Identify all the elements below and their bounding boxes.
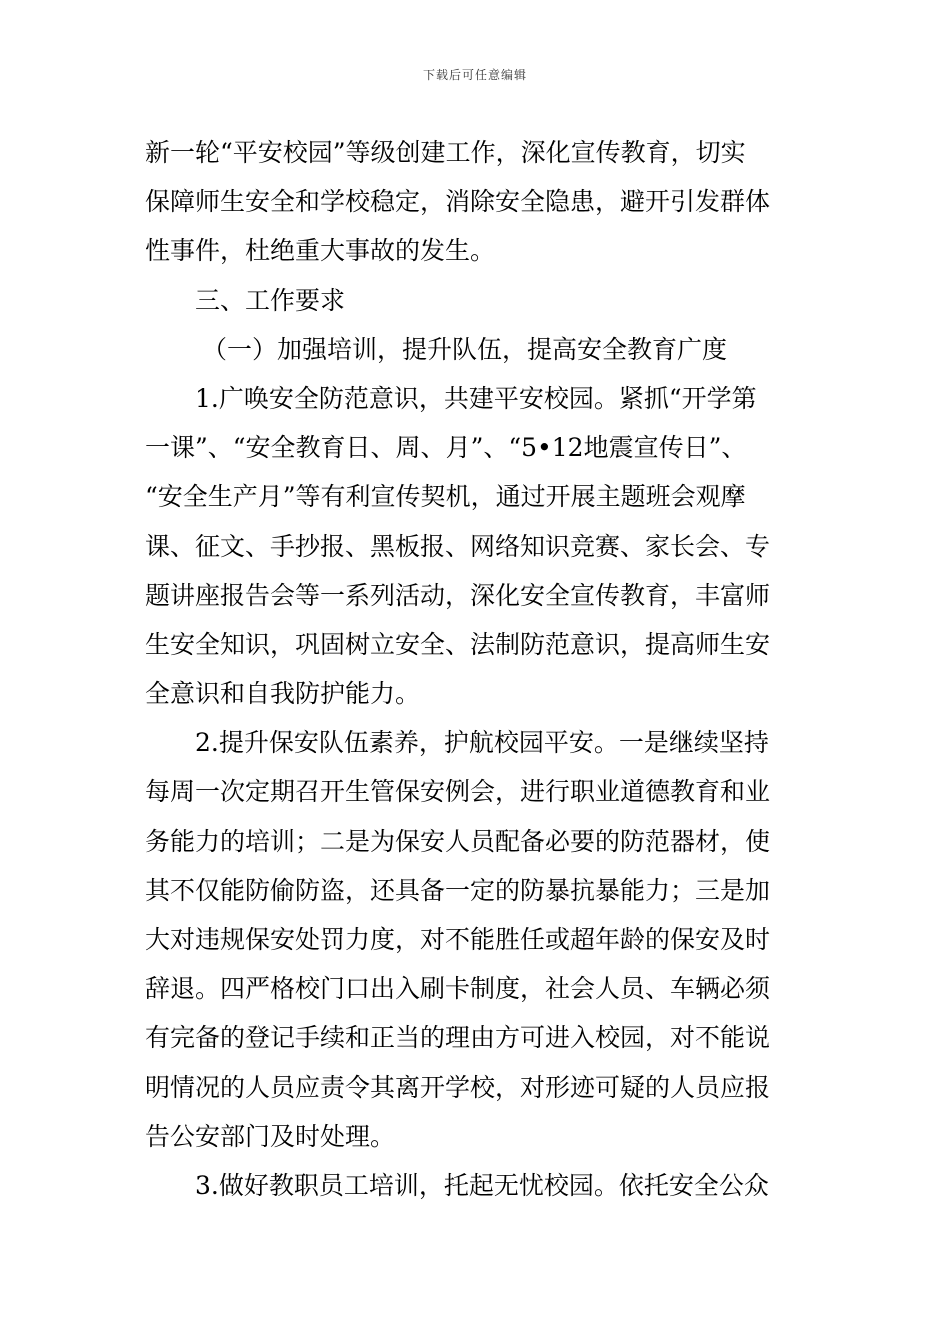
text-line: 生安全知识，巩固树立安全、法制防范意识，提高师生安 [145,629,771,659]
subsection-heading: （一）加强培训，提升队伍，提高安全教育广度 [202,334,728,364]
text-line: 告公安部门及时处理。 [145,1121,396,1151]
text-line: 一课”、“安全教育日、周、月”、“5•12地震宣传日”、 [145,433,747,463]
text-line: 辞退。四严格校门口出入刷卡制度，社会人员、车辆必须 [145,974,771,1004]
text-line: 1.广唤安全防范意识，共建平安校园。紧抓“开学第 [195,383,757,413]
text-line: 题讲座报告会等一系列活动，深化安全宣传教育，丰富师 [145,580,771,610]
text-line: 每周一次定期召开生管保安例会，进行职业道德教育和业 [145,777,771,807]
section-heading: 三、工作要求 [195,285,346,315]
page-header-note: 下载后可任意编辑 [422,68,527,82]
text-line: 性事件，杜绝重大事故的发生。 [145,236,496,266]
text-line: 大对违规保安处罚力度，对不能胜任或超年龄的保安及时 [145,925,771,954]
document-body [145,128,815,1210]
text-line: 全意识和自我防护能力。 [145,679,421,709]
text-line: 新一轮“平安校园”等级创建工作，深化宣传教育，切实 [145,138,746,167]
text-line: 有完备的登记手续和正当的理由方可进入校园，对不能说 [145,1023,771,1053]
text-line: 其不仅能防偷防盗，还具备一定的防暴抗暴能力；三是加 [145,875,771,905]
text-line: “安全生产月”等有利宣传契机，通过开展主题班会观摩 [145,482,746,512]
text-line: 务能力的培训；二是为保安人员配备必要的防范器材，使 [145,826,771,856]
text-line: 明情况的人员应责令其离开学校，对形迹可疑的人员应报 [145,1072,771,1102]
text-line: 2.提升保安队伍素养，护航校园平安。一是继续坚持 [195,728,769,758]
text-line: 课、征文、手抄报、黑板报、网络知识竞赛、家长会、专 [145,531,771,561]
text-line: 保障师生安全和学校稳定，消除安全隐患，避开引发群体 [145,187,771,217]
text-line: 3.做好教职员工培训，托起无忧校园。依托安全公众 [195,1170,769,1200]
